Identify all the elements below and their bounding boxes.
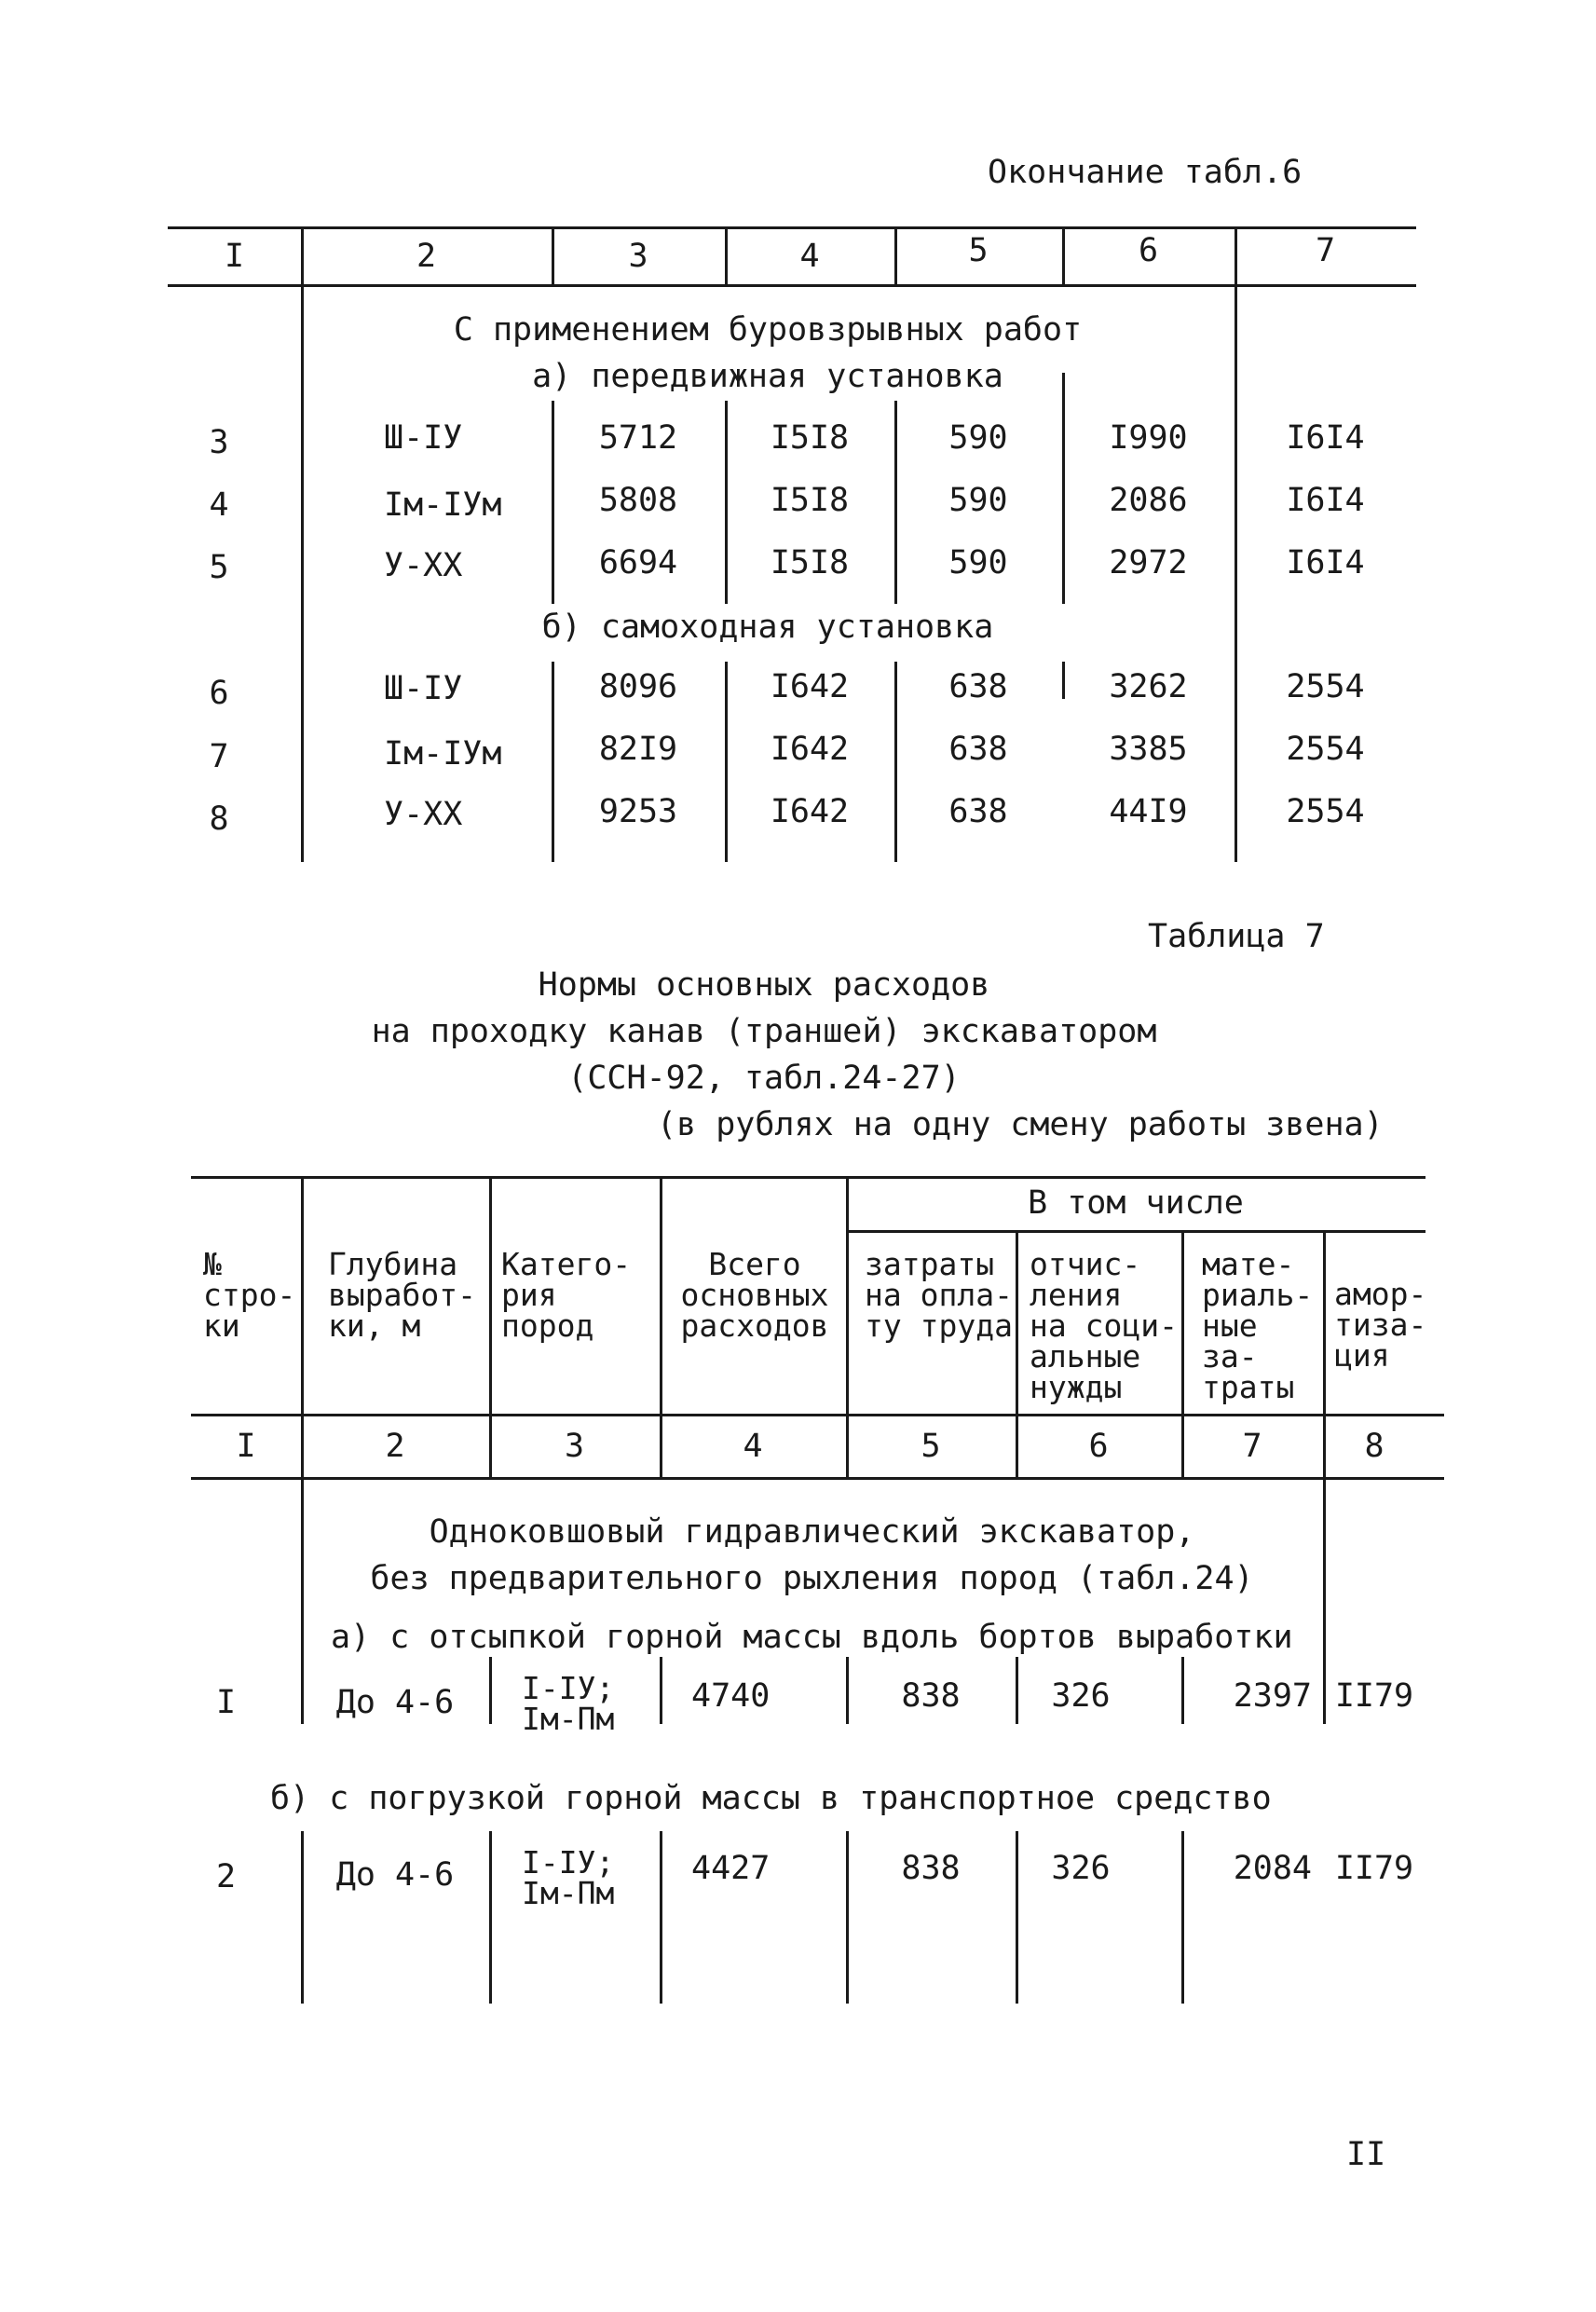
category-line: I-IУ;	[522, 1670, 615, 1706]
header-line: рия	[501, 1277, 557, 1313]
table7-header-category	[501, 1246, 632, 1344]
table6-cell: 2086	[1109, 482, 1188, 519]
header-line: за-	[1202, 1338, 1258, 1375]
table7-materials: 2397	[1233, 1677, 1312, 1715]
header-line: на соци-	[1030, 1307, 1178, 1344]
table7-total: 4740	[691, 1677, 771, 1715]
category-line: Iм-Пм	[522, 1875, 615, 1911]
table6-top-rule	[168, 226, 1416, 229]
table7-social: 326	[1051, 1850, 1111, 1887]
table6-cell: 44I9	[1109, 793, 1188, 830]
table6-colnum: 5	[968, 232, 989, 269]
table6-category: Ш-IУ	[384, 670, 463, 707]
table6-caption: Окончание табл.6	[988, 154, 1303, 191]
table6-cell: 590	[948, 419, 1008, 457]
header-line: ки, м	[328, 1307, 421, 1344]
table7-section-line1: Одноковшовый гидравлический экскаватор,	[429, 1513, 1195, 1551]
table6-row-number: 4	[209, 486, 229, 524]
table7-colnum: 3	[564, 1428, 585, 1465]
table6-row-number: 3	[209, 424, 229, 461]
table6-cell: I5I8	[770, 419, 850, 457]
table6-colnum: 4	[799, 238, 820, 275]
table7-top-rule	[191, 1176, 1425, 1179]
table6-category: Iм-IУм	[384, 735, 502, 773]
table7-amortization: II79	[1334, 1850, 1414, 1887]
header-line: ки	[203, 1307, 240, 1344]
header-line: Катего-	[501, 1246, 632, 1282]
table7-title-line3: (ССН-92, табл.24-27)	[567, 1060, 961, 1097]
table6-cell: 2554	[1286, 793, 1365, 830]
table7-colnum: 5	[921, 1428, 941, 1465]
table7-vline	[301, 1831, 304, 2004]
table6-section-title: С применением буровзрывных работ	[453, 311, 1083, 349]
header-line: отчис-	[1030, 1246, 1141, 1282]
table6-cell: 2554	[1286, 668, 1365, 705]
header-line: амор-	[1334, 1276, 1427, 1312]
table6-cell: 2554	[1286, 731, 1365, 768]
table7-colnum: 2	[385, 1428, 405, 1465]
table6-cell: I6I4	[1286, 419, 1365, 457]
table7-header-depth	[328, 1246, 476, 1344]
table7-labor: 838	[901, 1850, 961, 1887]
table6-category: Ш-IУ	[384, 419, 463, 457]
header-line: траты	[1202, 1369, 1295, 1405]
table7-header-materials	[1202, 1246, 1314, 1405]
table6-colnum: I	[224, 238, 245, 275]
table6-cell: I990	[1109, 419, 1188, 457]
table7-colnum: 4	[743, 1428, 763, 1465]
header-line: Всего	[708, 1246, 801, 1282]
table6-cell: I642	[770, 793, 850, 830]
table7-vline	[660, 1831, 662, 2004]
header-line: мате-	[1202, 1246, 1295, 1282]
table6-cell: I642	[770, 731, 850, 768]
table6-cell: 590	[948, 482, 1008, 519]
page-number: II	[1346, 2136, 1386, 2173]
table6-row-number: 6	[209, 675, 229, 712]
table6-cell: I642	[770, 668, 850, 705]
table7-label: Таблица 7	[1148, 918, 1325, 955]
table7-header-rule	[191, 1414, 1444, 1416]
table6-cell: 3385	[1109, 731, 1188, 768]
table6-cell: 590	[948, 544, 1008, 581]
table7-social: 326	[1051, 1677, 1111, 1715]
table6-cell: 3262	[1109, 668, 1188, 705]
header-line: расходов	[680, 1307, 829, 1344]
table6-category: У-XX	[384, 796, 463, 833]
header-line: нужды	[1030, 1369, 1123, 1405]
header-line: пород	[501, 1307, 594, 1344]
table7-row-number: I	[215, 1684, 237, 1721]
table6-cell: 6694	[598, 544, 678, 581]
table7-category	[522, 1670, 615, 1737]
header-line: выработ-	[328, 1277, 476, 1313]
table6-cell: 638	[948, 668, 1008, 705]
table6-cell: 2972	[1109, 544, 1188, 581]
category-line: I-IУ;	[522, 1844, 615, 1881]
table7-materials: 2084	[1233, 1850, 1312, 1887]
table7-header-group: В том числе	[1028, 1184, 1244, 1222]
table7-group-rule	[846, 1230, 1425, 1233]
table7-category	[522, 1844, 615, 1911]
header-line: №	[203, 1246, 222, 1282]
header-line: ные	[1202, 1307, 1258, 1344]
table7-colnum: 6	[1088, 1428, 1109, 1465]
header-line: риаль-	[1202, 1277, 1314, 1313]
header-line: альные	[1030, 1338, 1141, 1375]
table6-cell: I6I4	[1286, 544, 1365, 581]
table7-amortization: II79	[1334, 1677, 1414, 1715]
table6-colnum: 2	[416, 238, 437, 275]
header-line: ления	[1030, 1277, 1123, 1313]
table6-subsection-b: б) самоходная установка	[541, 609, 994, 646]
table7-total: 4427	[691, 1850, 771, 1887]
table6-cell: 638	[948, 793, 1008, 830]
table7-header-amortization	[1334, 1276, 1427, 1374]
category-line: Iм-Пм	[522, 1701, 615, 1737]
header-line: тиза-	[1334, 1306, 1427, 1343]
header-line: на опла-	[865, 1277, 1013, 1313]
table7-row-number: 2	[215, 1858, 237, 1895]
table7-header-row-number	[203, 1246, 296, 1344]
table6-colnum: 3	[628, 238, 648, 275]
table6-cell: I6I4	[1286, 482, 1365, 519]
table7-header-social	[1030, 1246, 1178, 1405]
header-line: ция	[1334, 1337, 1390, 1374]
table7-colnum: 8	[1364, 1428, 1385, 1465]
table6-cell: 5712	[598, 419, 678, 457]
table6-cell: 5808	[598, 482, 678, 519]
table7-vline	[489, 1657, 492, 1724]
table7-colnum: I	[236, 1428, 256, 1465]
table7-header-total	[663, 1246, 846, 1344]
table7-colnum-rule	[191, 1477, 1444, 1480]
table7-vline	[660, 1657, 662, 1724]
table6-cell: 82I9	[598, 731, 678, 768]
table6-header-rule	[168, 284, 1416, 287]
table6-cell: 8096	[598, 668, 678, 705]
table6-cell: I5I8	[770, 544, 850, 581]
header-line: затраты	[865, 1246, 995, 1282]
header-line: стро-	[203, 1277, 296, 1313]
table6-cell: I5I8	[770, 482, 850, 519]
header-line: основных	[680, 1277, 829, 1313]
table7-vline	[489, 1831, 492, 2004]
table6-colnum: 7	[1315, 232, 1336, 269]
table6-cell: 9253	[598, 793, 678, 830]
header-line: Глубина	[328, 1246, 458, 1282]
table7-header-labor	[865, 1246, 1013, 1344]
table7-subsection-b: б) с погрузкой горной массы в транспортное средство	[270, 1780, 1272, 1817]
table6-cell: 638	[948, 731, 1008, 768]
table6-row-number: 5	[209, 549, 229, 586]
table7-depth: До 4-6	[335, 1856, 455, 1894]
table7-depth: До 4-6	[335, 1684, 455, 1721]
table6-row-number: 8	[209, 800, 229, 838]
table6-category: У-XX	[384, 547, 463, 584]
table6-colnum: 6	[1138, 232, 1159, 269]
table7-labor: 838	[901, 1677, 961, 1715]
table7-title-line2: на проходку канав (траншей) экскаватором	[371, 1013, 1157, 1050]
table6-category: Iм-IУм	[384, 486, 502, 524]
table6-subsection-a: а) передвижная установка	[532, 358, 1003, 395]
table7-title-line4: (в рублях на одну смену работы звена)	[657, 1106, 1384, 1143]
table7-section-line2: без предварительного рыхления пород (табл.24)	[370, 1560, 1254, 1597]
table7-colnum: 7	[1242, 1428, 1262, 1465]
table6-row-number: 7	[209, 738, 229, 775]
header-line: ту труда	[865, 1307, 1013, 1344]
table7-title-line1: Нормы основных расходов	[538, 966, 990, 1004]
table7-subsection-a: а) с отсыпкой горной массы вдоль бортов выработки	[331, 1619, 1293, 1656]
